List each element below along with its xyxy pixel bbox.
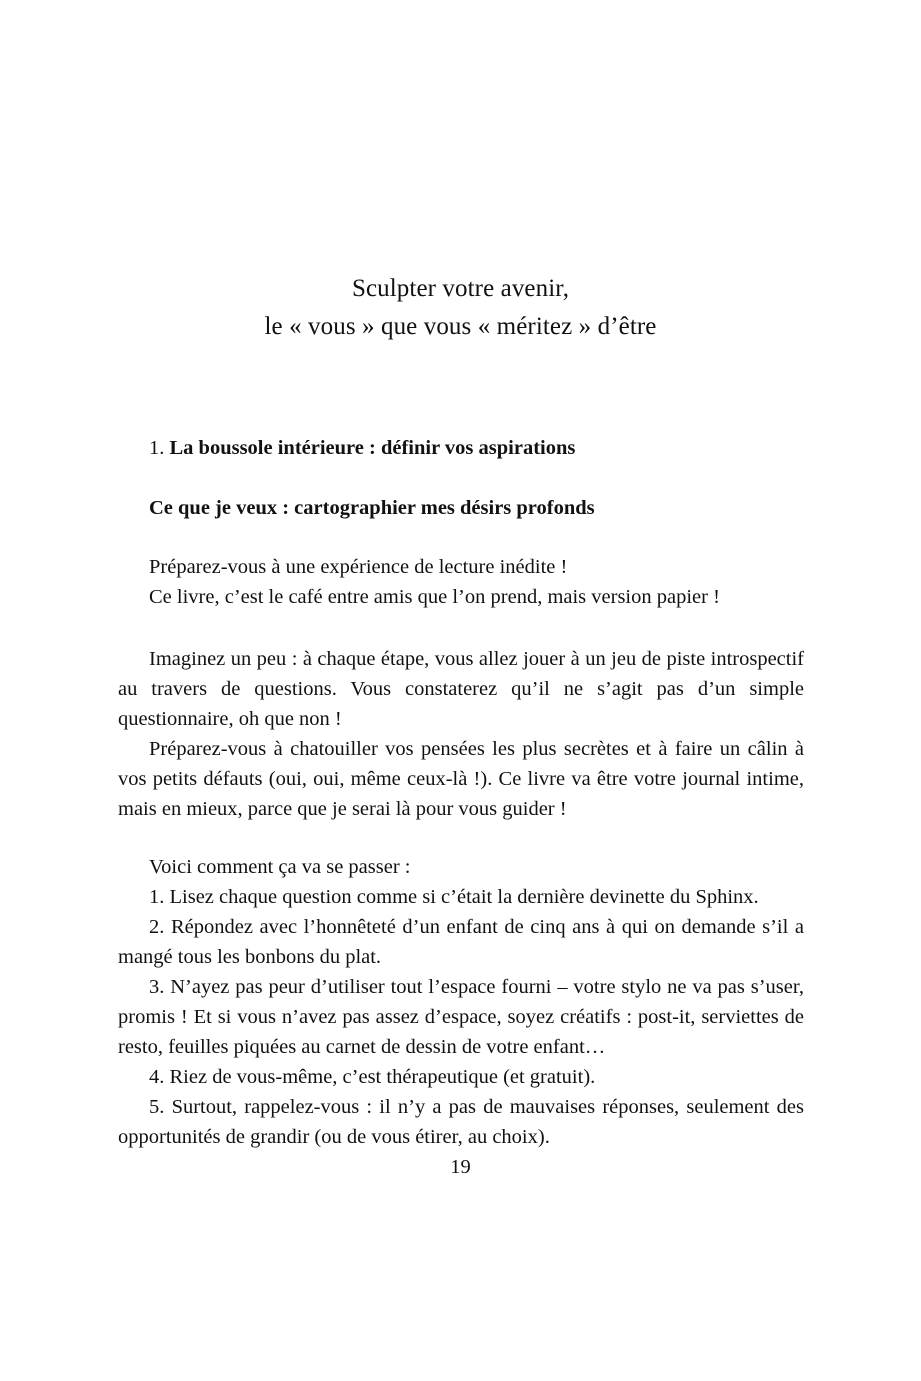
steps-list <box>118 852 804 1152</box>
chapter-title-line-1: Sculpter votre avenir, <box>351 275 570 302</box>
section-heading-text: La boussole intérieure : définir vos aspirations <box>169 437 576 459</box>
paragraph-1: Imaginez un peu : à chaque étape, vous allez jouer à un jeu de piste introspectif au travers de questions. Vous constaterez qu’il ne s’agit pas d’un simple questionnaire, oh que non ! <box>118 648 804 730</box>
chapter-title-line-2: le « vous » que vous « méritez » d’être <box>264 313 657 340</box>
intro-line-2: Ce livre, c’est le café entre amis que l’on prend, mais version papier ! <box>149 586 720 608</box>
step-item: 4. Riez de vous-même, c’est thérapeutique (et gratuit). <box>149 1066 596 1088</box>
chapter-title <box>0 270 921 346</box>
steps-intro: Voici comment ça va se passer : <box>149 856 411 878</box>
intro-line-1: Préparez-vous à une expérience de lecture inédite ! <box>149 556 568 578</box>
step-item: 2. Répondez avec l’honnêteté d’un enfant de cinq ans à qui on demande s’il a mangé tous les bonbons du plat. <box>118 916 804 968</box>
sub-heading: Ce que je veux : cartographier mes désirs profonds <box>149 497 595 519</box>
step-item: 1. Lisez chaque question comme si c’était la dernière devinette du Sphinx. <box>149 886 759 908</box>
section-number: 1. <box>149 437 165 459</box>
paragraph-2: Préparez-vous à chatouiller vos pensées les plus secrètes et à faire un câlin à vos petits défauts (oui, oui, même ceux-là !). Ce livre va être votre journal intime, mais en mieux, parce que je serai là pour vous guider ! <box>118 738 804 820</box>
page-number: 19 <box>450 1156 471 1178</box>
step-item: 3. N’ayez pas peur d’utiliser tout l’espace fourni – votre stylo ne va pas s’user, promis ! Et si vous n’avez pas assez d’espace, soyez créatifs : post-it, serviettes de resto, feuilles piquées au carnet de dessin de votre enfant… <box>118 976 804 1058</box>
body-paragraphs <box>118 644 804 824</box>
step-item: 5. Surtout, rappelez-vous : il n’y a pas de mauvaises réponses, seulement des opportunités de grandir (ou de vous étirer, au choix). <box>118 1096 804 1148</box>
intro-block <box>118 552 804 612</box>
section-heading <box>118 433 835 463</box>
